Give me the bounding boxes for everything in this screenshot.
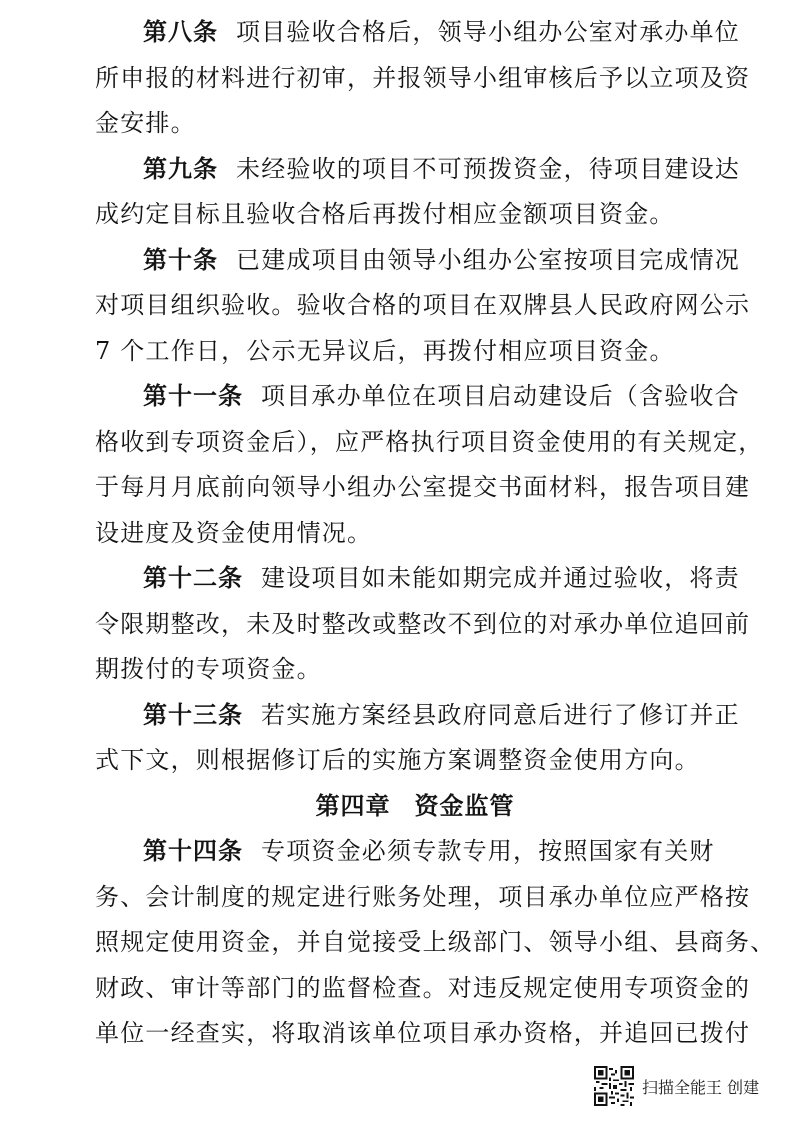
article-text: 令限期整改，未及时整改或整改不到位的对承办单位追回前 bbox=[95, 609, 751, 638]
article-text: 式下文，则根据修订后的实施方案调整资金使用方向。 bbox=[95, 746, 700, 774]
article bbox=[95, 829, 776, 1057]
article-first-line bbox=[95, 829, 735, 875]
article-first-line bbox=[95, 238, 740, 284]
article-line bbox=[95, 602, 751, 648]
article-line bbox=[95, 283, 751, 329]
document-page bbox=[95, 10, 776, 1057]
articles-before-chapter bbox=[95, 10, 764, 784]
article-heading: 第十一条 bbox=[143, 382, 243, 410]
article-line bbox=[95, 920, 776, 966]
article-line bbox=[95, 329, 735, 375]
chapter-title: 资金监管 bbox=[414, 791, 515, 820]
article-line bbox=[95, 738, 735, 784]
article bbox=[95, 556, 751, 693]
article-first-line bbox=[95, 374, 740, 420]
article-text: 专项资金必须专款专用，按照国家有关财 bbox=[261, 837, 715, 865]
article-text: 建设项目如未能如期完成并通过验收，将责 bbox=[261, 564, 740, 592]
article-first-line bbox=[95, 147, 740, 193]
articles-after-chapter bbox=[95, 829, 776, 1057]
article-line bbox=[95, 647, 735, 693]
article-text: 于每月月底前向领导小组办公室提交书面材料，报告项目建 bbox=[95, 473, 751, 501]
article-line bbox=[95, 420, 764, 466]
article bbox=[95, 374, 764, 556]
article-text: 成约定目标且验收合格后再拨付相应金额项目资金。 bbox=[95, 200, 675, 228]
article-text: 未经验收的项目不可预拨资金，待项目建设达 bbox=[236, 154, 740, 183]
qr-code-icon bbox=[594, 1066, 634, 1106]
article-heading: 第十条 bbox=[143, 245, 218, 274]
article-text: 期拨付的专项资金。 bbox=[95, 655, 322, 683]
article bbox=[95, 147, 740, 238]
article-line bbox=[95, 192, 735, 238]
article-text: 单位一经查实，将取消该单位项目承办资格，并追回已拨付 bbox=[95, 1019, 751, 1047]
article-line bbox=[95, 966, 751, 1012]
scanner-watermark bbox=[594, 1063, 759, 1109]
article-first-line bbox=[95, 693, 740, 739]
article-heading: 第九条 bbox=[143, 154, 218, 183]
article-heading: 第十三条 bbox=[143, 700, 243, 729]
article-text: 财政、审计等部门的监督检查。对违反规定使用专项资金的 bbox=[95, 973, 751, 1002]
article-heading: 第十二条 bbox=[143, 564, 243, 592]
article-line bbox=[95, 1011, 751, 1057]
article-text: 所申报的材料进行初审，并报领导小组审核后予以立项及资 bbox=[95, 63, 751, 92]
article-text: 若实施方案经县政府同意后进行了修订并正 bbox=[261, 700, 740, 729]
article-line bbox=[95, 465, 751, 511]
scanner-label: 扫描全能王 创建 bbox=[642, 1077, 760, 1097]
article-text: 对项目组织验收。验收合格的项目在双牌县人民政府网公示 bbox=[95, 291, 751, 319]
article-heading: 第八条 bbox=[143, 18, 218, 46]
article-line bbox=[95, 56, 751, 102]
article-first-line bbox=[95, 556, 740, 602]
article-text: 务、会计制度的规定进行账务处理，项目承办单位应严格按 bbox=[95, 882, 751, 911]
article-line bbox=[95, 101, 735, 147]
article bbox=[95, 10, 751, 147]
article-text: 金安排。 bbox=[95, 109, 196, 137]
article-text: 已建成项目由领导小组办公室按项目完成情况 bbox=[236, 245, 740, 274]
article-line bbox=[95, 511, 735, 557]
article-text: 设进度及资金使用情况。 bbox=[95, 518, 373, 547]
article-text: 7 个工作日，公示无异议后，再拨付相应项目资金。 bbox=[95, 336, 675, 365]
article bbox=[95, 693, 740, 784]
chapter-heading bbox=[95, 784, 735, 830]
chapter-number: 第四章 bbox=[315, 791, 391, 820]
article-heading: 第十四条 bbox=[143, 837, 243, 865]
article-text: 格收到专项资金后），应严格执行项目资金使用的有关规定， bbox=[95, 427, 764, 456]
article-text: 项目承办单位在项目启动建设后（含验收合 bbox=[261, 382, 740, 410]
article bbox=[95, 238, 751, 375]
article-first-line bbox=[95, 10, 740, 56]
article-line bbox=[95, 875, 751, 921]
article-text: 照规定使用资金，并自觉接受上级部门、领导小组、县商务、 bbox=[95, 928, 776, 956]
article-text: 项目验收合格后，领导小组办公室对承办单位 bbox=[236, 18, 740, 46]
